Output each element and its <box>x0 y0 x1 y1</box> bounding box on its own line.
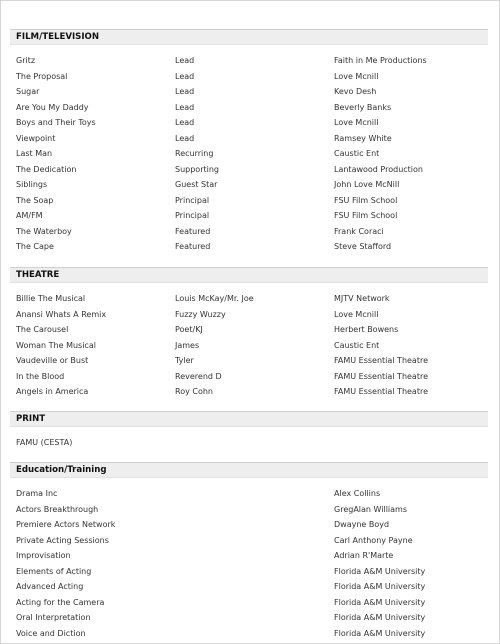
role: Poet/KJ <box>175 325 203 334</box>
table-row <box>10 564 488 580</box>
table-row <box>10 162 488 178</box>
company: Love Mcnill <box>334 309 379 319</box>
table-row <box>10 533 488 549</box>
course-name: Improvisation <box>16 551 71 560</box>
role: Guest Star <box>175 180 218 189</box>
role: Lead <box>175 56 195 65</box>
course-name: Elements of Acting <box>16 566 92 576</box>
role: Principal <box>175 211 210 220</box>
project-title: The Cape <box>16 242 54 251</box>
section-print <box>10 411 488 451</box>
project-title: Boys and Their Toys <box>16 118 96 127</box>
project-title: In the Blood <box>16 371 65 381</box>
course-name: Private Acting Sessions <box>16 535 109 545</box>
section-education-training <box>10 462 488 641</box>
table-row <box>10 595 488 611</box>
project-title: AM/FM <box>16 211 43 220</box>
role: Recurring <box>175 149 214 158</box>
company: Caustic Ent <box>334 149 380 158</box>
table-row <box>10 435 488 451</box>
table-row <box>10 548 488 564</box>
table-row <box>10 53 488 69</box>
project-title: Woman The Musical <box>16 340 96 350</box>
credits-list <box>10 53 488 255</box>
table-row <box>10 626 488 642</box>
role: Lead <box>175 102 195 112</box>
table-row <box>10 353 488 369</box>
table-row <box>10 517 488 533</box>
role: Lead <box>175 71 195 81</box>
project-title: Sugar <box>16 87 40 96</box>
instructor: Florida A&M University <box>334 597 426 607</box>
table-row <box>10 131 488 147</box>
course-name: Premiere Actors Network <box>16 520 116 529</box>
table-row <box>10 384 488 400</box>
project-title: Are You My Daddy <box>16 102 89 112</box>
section-title: THEATRE <box>10 267 488 283</box>
table-row <box>10 369 488 385</box>
course-name: Voice and Diction <box>16 628 86 638</box>
company: Caustic Ent <box>334 340 380 350</box>
table-row <box>10 177 488 193</box>
table-row <box>10 115 488 131</box>
course-name: Drama Inc <box>16 489 58 498</box>
table-row <box>10 193 488 209</box>
section-theatre <box>10 267 488 400</box>
role: Principal <box>175 195 210 205</box>
course-name: Oral Interpretation <box>16 613 91 622</box>
company: Frank Coraci <box>334 226 384 236</box>
company: Herbert Bowens <box>334 325 399 334</box>
role: Supporting <box>175 164 219 174</box>
project-title: Last Man <box>16 149 53 158</box>
company: Kevo Desh <box>334 87 377 96</box>
project-title: Billie The Musical <box>16 294 86 303</box>
project-title: FAMU (CESTA) <box>16 438 73 447</box>
credits-list <box>10 435 488 451</box>
table-row <box>10 224 488 240</box>
project-title: The Soap <box>16 195 54 205</box>
instructor: Florida A&M University <box>334 582 426 591</box>
table-row <box>10 338 488 354</box>
role: Roy Cohn <box>175 387 213 396</box>
company: MJTV Network <box>334 294 390 303</box>
table-row <box>10 69 488 85</box>
company: FAMU Essential Theatre <box>334 356 429 365</box>
role: Lead <box>175 133 195 143</box>
project-title: Angels in America <box>16 387 89 396</box>
company: Love Mcnill <box>334 71 379 81</box>
instructor: Adrian R'Marte <box>334 551 394 560</box>
role: Tyler <box>175 356 194 365</box>
company: FAMU Essential Theatre <box>334 371 429 381</box>
role: Featured <box>175 226 211 236</box>
table-row <box>10 146 488 162</box>
table-row <box>10 239 488 255</box>
table-row <box>10 100 488 116</box>
table-row <box>10 208 488 224</box>
table-row <box>10 307 488 323</box>
company: Love Mcnill <box>334 118 379 127</box>
table-row <box>10 579 488 595</box>
section-film-television <box>10 29 488 255</box>
course-name: Advanced Acting <box>16 582 84 591</box>
project-title: Siblings <box>16 180 48 189</box>
training-list <box>10 486 488 641</box>
instructor: Florida A&M University <box>334 566 426 576</box>
table-row <box>10 84 488 100</box>
role: Lead <box>175 118 195 127</box>
table-row <box>10 610 488 626</box>
instructor: Dwayne Boyd <box>334 520 390 529</box>
project-title: Gritz <box>16 56 36 65</box>
project-title: The Waterboy <box>16 226 72 236</box>
company: FSU Film School <box>334 195 398 205</box>
section-title: PRINT <box>10 411 488 427</box>
project-title: The Proposal <box>16 71 68 81</box>
project-title: Viewpoint <box>16 133 56 143</box>
project-title: Anansi Whats A Remix <box>16 309 107 319</box>
project-title: The Carousel <box>16 325 69 334</box>
table-row <box>10 291 488 307</box>
role: Louis McKay/Mr. Joe <box>175 294 254 303</box>
instructor: GregAlan Williams <box>334 504 408 514</box>
company: Steve Stafford <box>334 242 392 251</box>
project-title: The Dedication <box>16 164 77 174</box>
role: Fuzzy Wuzzy <box>175 309 226 319</box>
company: Ramsey White <box>334 133 392 143</box>
role: Featured <box>175 242 211 251</box>
instructor: Florida A&M University <box>334 628 426 638</box>
table-row <box>10 486 488 502</box>
company: Lantawood Production <box>334 164 423 174</box>
credits-list <box>10 291 488 400</box>
table-row <box>10 322 488 338</box>
role: Lead <box>175 87 195 96</box>
section-title: Education/Training <box>10 462 488 478</box>
course-name: Actors Breakthrough <box>16 504 99 514</box>
company: FSU Film School <box>334 211 398 220</box>
company: FAMU Essential Theatre <box>334 387 429 396</box>
company: John Love McNill <box>334 180 400 189</box>
company: Beverly Banks <box>334 102 392 112</box>
course-name: Acting for the Camera <box>16 597 105 607</box>
section-title: FILM/TELEVISION <box>10 29 488 45</box>
instructor: Carl Anthony Payne <box>334 535 413 545</box>
instructor: Alex Collins <box>334 489 381 498</box>
table-row <box>10 502 488 518</box>
project-title: Vaudeville or Bust <box>16 356 89 365</box>
role: James <box>175 340 200 350</box>
company: Faith in Me Productions <box>334 56 427 65</box>
instructor: Florida A&M University <box>334 613 426 622</box>
role: Reverend D <box>175 371 222 381</box>
